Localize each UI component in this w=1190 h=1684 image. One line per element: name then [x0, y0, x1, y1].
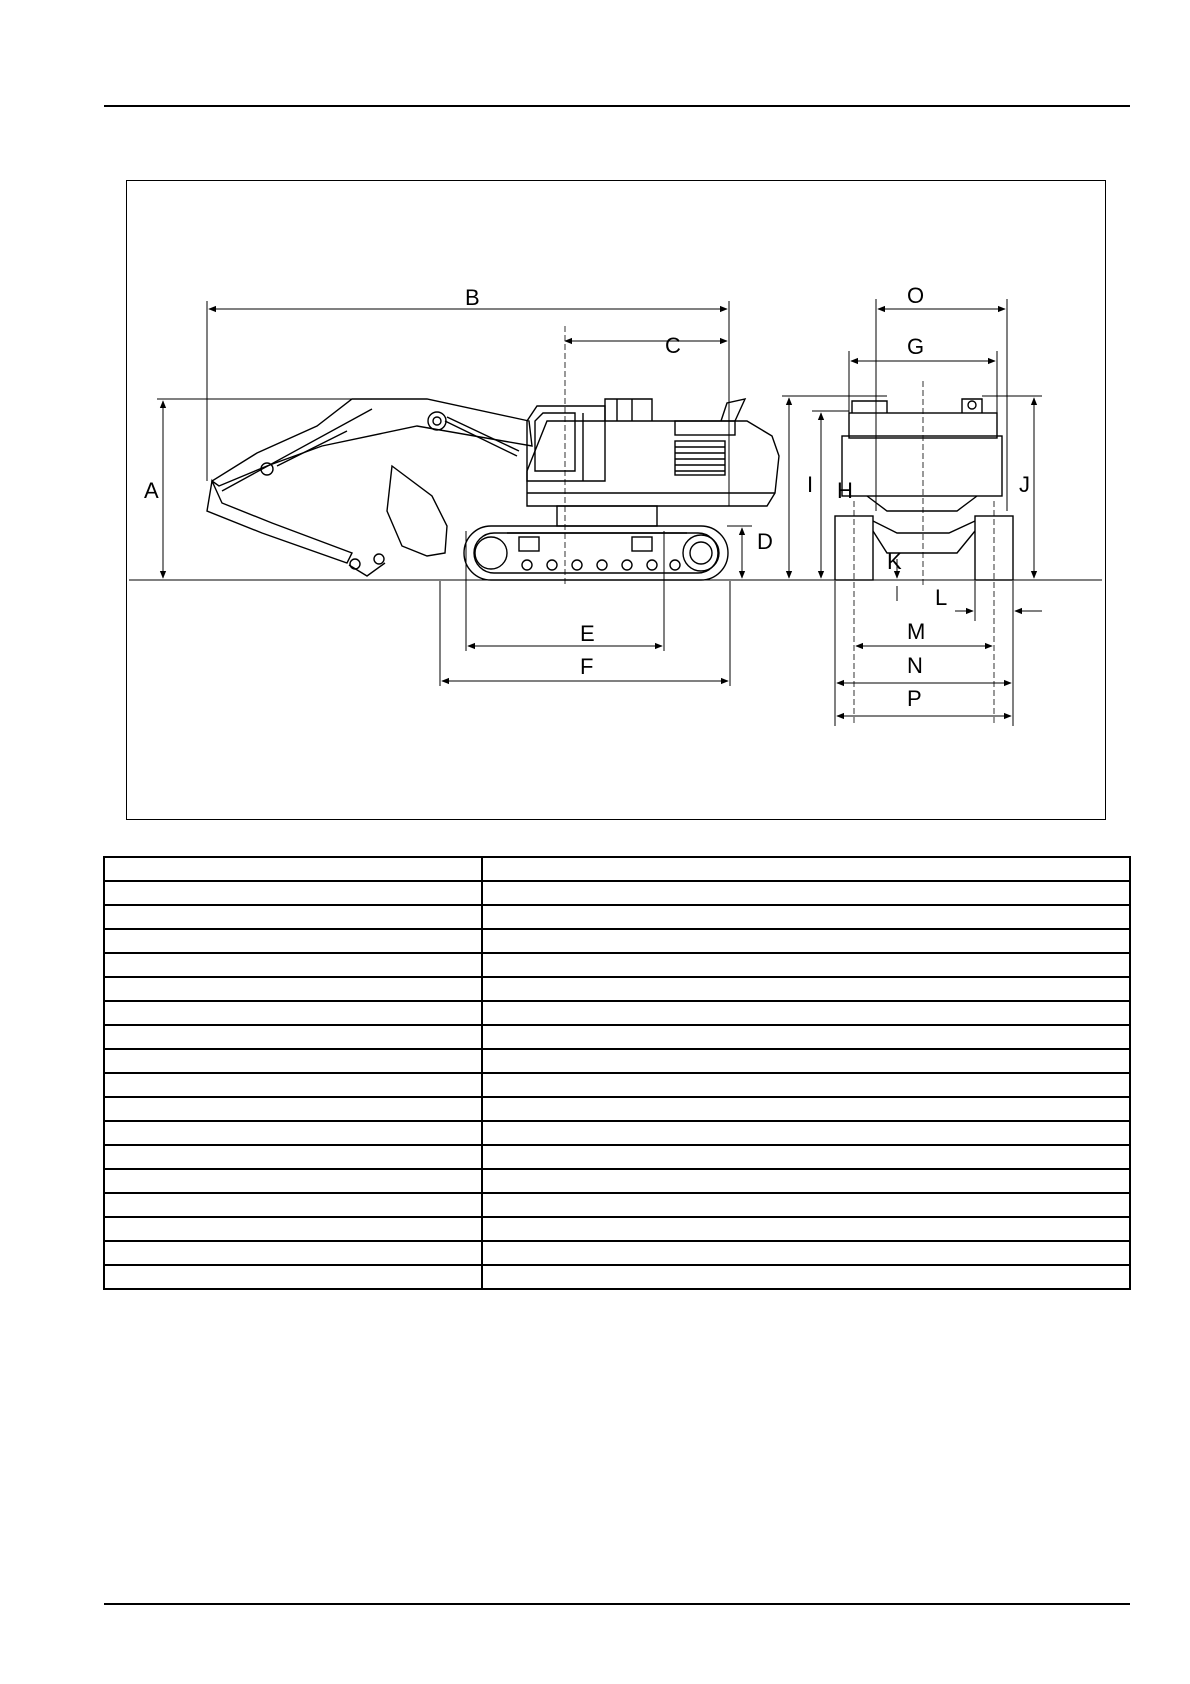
table-row [104, 857, 1130, 881]
table-row [104, 1169, 1130, 1193]
table-row [104, 1217, 1130, 1241]
table-row [104, 1073, 1130, 1097]
table-cell [104, 1001, 482, 1025]
dim-label-i: I [807, 472, 814, 497]
dim-label-h: H [837, 478, 853, 503]
dim-label-d: D [757, 529, 773, 554]
table-cell [104, 1145, 482, 1169]
table-cell [104, 1121, 482, 1145]
dim-label-m: M [907, 619, 926, 644]
table-cell [104, 1073, 482, 1097]
table-row [104, 1241, 1130, 1265]
dim-label-o: O [907, 283, 925, 308]
table-cell [482, 1097, 1130, 1121]
footer-rule [104, 1603, 1130, 1605]
table-cell [104, 857, 482, 881]
dim-label-c: C [665, 333, 681, 358]
table-cell [104, 1265, 482, 1289]
table-row [104, 1145, 1130, 1169]
front-view-excavator [835, 399, 1013, 580]
table-cell [482, 905, 1130, 929]
table-cell [104, 1217, 482, 1241]
table-cell [482, 1025, 1130, 1049]
excavator-dimensions-figure [126, 180, 1106, 820]
table-cell [482, 1193, 1130, 1217]
table-cell [482, 929, 1130, 953]
table-row [104, 1265, 1130, 1289]
table-row [104, 905, 1130, 929]
table-cell [104, 1049, 482, 1073]
dim-label-l: L [935, 585, 948, 610]
table-cell [104, 953, 482, 977]
table-row [104, 1025, 1130, 1049]
table-cell [104, 977, 482, 1001]
table-cell [482, 1169, 1130, 1193]
dim-label-j: J [1019, 472, 1030, 497]
table-row [104, 1049, 1130, 1073]
table-row [104, 977, 1130, 1001]
table-cell [104, 929, 482, 953]
table-row [104, 953, 1130, 977]
table-cell [482, 1217, 1130, 1241]
table-cell [482, 881, 1130, 905]
table-row [104, 929, 1130, 953]
dim-label-e: E [580, 621, 595, 646]
dim-label-k: K [887, 549, 902, 574]
header-rule [104, 105, 1130, 107]
table-row [104, 1001, 1130, 1025]
table-cell [104, 1241, 482, 1265]
dim-label-p: P [907, 686, 922, 711]
track-rollers [522, 560, 680, 570]
table-cell [482, 1121, 1130, 1145]
table-cell [104, 1025, 482, 1049]
table-cell [104, 1097, 482, 1121]
table-cell [482, 1001, 1130, 1025]
table-cell [104, 881, 482, 905]
table-row [104, 1193, 1130, 1217]
table-cell [482, 1241, 1130, 1265]
table-cell [482, 977, 1130, 1001]
dim-label-g: G [907, 334, 925, 359]
excavator-drawing [127, 181, 1107, 821]
table-cell [482, 1049, 1130, 1073]
table-cell [482, 1265, 1130, 1289]
table-cell [104, 1193, 482, 1217]
table-row [104, 881, 1130, 905]
dim-label-n: N [907, 653, 923, 678]
dim-label-f: F [580, 654, 594, 679]
table-cell [104, 1169, 482, 1193]
table-cell [482, 857, 1130, 881]
table-cell [104, 905, 482, 929]
side-view-excavator [207, 399, 779, 580]
dim-label-a: A [144, 478, 159, 503]
table-row [104, 1097, 1130, 1121]
table-cell [482, 1073, 1130, 1097]
table-cell [482, 953, 1130, 977]
dim-label-b: B [465, 285, 480, 310]
table-row [104, 1121, 1130, 1145]
dimension-table [103, 856, 1131, 1290]
table-cell [482, 1145, 1130, 1169]
